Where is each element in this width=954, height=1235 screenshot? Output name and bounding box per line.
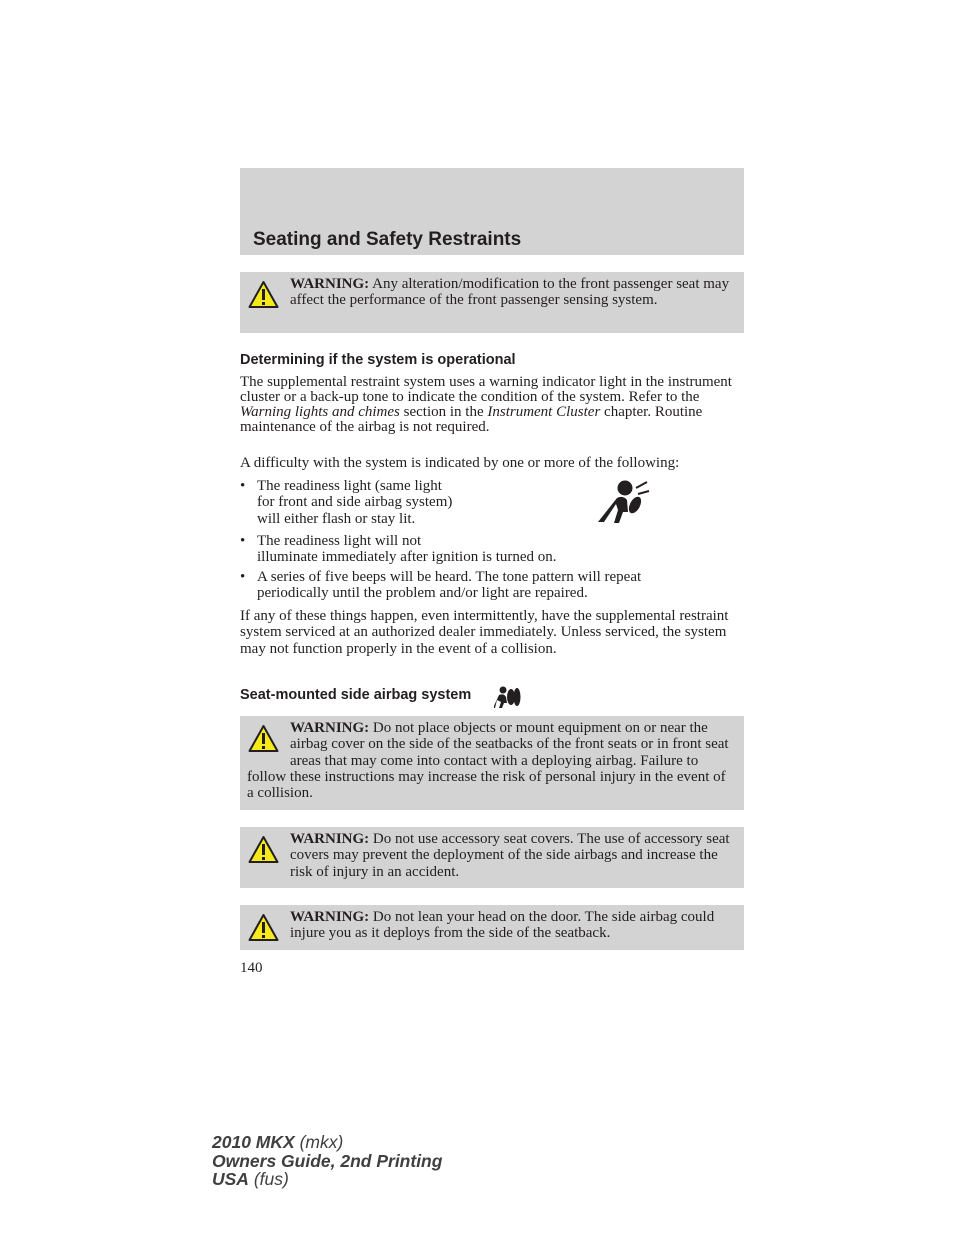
bullet-line: A series of five beeps will be heard. The tone pattern will repeat [257, 569, 642, 585]
bullet-line: The readiness light (same light [257, 478, 442, 494]
warning-box-airbag-cover [240, 716, 744, 810]
warning-label: WARNING: [290, 909, 370, 925]
footer-model-code: (mkx) [299, 1132, 344, 1152]
page-number: 140 [240, 960, 263, 976]
warning-box-passenger-seat [240, 272, 744, 333]
bullet-dot: • [240, 478, 246, 494]
bullet-line: periodically until the problem and/or light are repaired. [257, 585, 588, 602]
section-title: Seating and Safety Restraints [253, 229, 522, 250]
footer-guide: Owners Guide, 2nd Printing [212, 1150, 443, 1171]
footer-market-code: (fus) [253, 1169, 289, 1189]
footer-model: 2010 MKX [212, 1132, 295, 1152]
warning-text: Do not lean your head on the door. The side airbag could injure you as it deploys from the side of the seatback. [290, 909, 715, 942]
bullet-line: for front and side airbag system) [257, 494, 453, 511]
footer-line-model [212, 1133, 442, 1152]
bullet-line: will either flash or stay lit. [257, 510, 416, 527]
bullet-item [240, 533, 744, 566]
para-text: The supplemental restraint system uses a warning indicator light in the instrument cluster or a back-up tone to indicate the condition of the system. Refer to the [240, 374, 732, 405]
section-header-band [240, 168, 744, 255]
bullet-item [240, 478, 744, 527]
bullet-dot: • [240, 533, 246, 549]
warning-text: Do not use accessory seat covers. The use of accessory seat covers may prevent the deployment of the side airbags and increase the risk of injury in an accident. [290, 831, 730, 880]
warning-box-door [240, 905, 744, 950]
warning-triangle-icon [248, 280, 279, 309]
warning-label: WARNING: [290, 831, 370, 847]
bullet-line: illuminate immediately after ignition is turned on. [257, 549, 557, 566]
warning-triangle-icon [248, 913, 279, 942]
paragraph-service: If any of these things happen, even intermittently, have the supplemental restraint system serviced at an authorized dealer immediately. Unless serviced, the system may not function properly in the event of a collision. [240, 608, 729, 657]
bullet-line: The readiness light will not [257, 533, 422, 549]
reference-instrument-cluster: Instrument Cluster [487, 404, 601, 420]
paragraph-restraint-system [240, 375, 744, 435]
side-airbag-icon [494, 686, 521, 714]
warning-triangle-icon [248, 724, 279, 753]
document-footer [212, 1133, 442, 1189]
warning-box-seat-covers [240, 827, 744, 888]
bullet-dot: • [240, 569, 246, 585]
para-text: chapter. Routine maintenance of the airbag is not required. [240, 404, 703, 435]
warning-text: Do not place objects or mount equipment on or near the airbag cover on the side of the seatbacks of the front seats or in front seat areas that may come into contact with a deploying airbag. Failure to follow these instructions may increase the risk of personal injury in the event of a collision. [247, 720, 729, 802]
airbag-indicator-icon [595, 478, 651, 535]
warning-label: WARNING: [290, 276, 370, 292]
bullet-item [240, 569, 744, 602]
para-text: section in the [399, 404, 488, 420]
reference-warning-lights: Warning lights and chimes [240, 404, 400, 420]
heading-side-airbag: Seat-mounted side airbag system [240, 687, 472, 703]
paragraph-difficulty: A difficulty with the system is indicated by one or more of the following: [240, 455, 680, 471]
warning-label: WARNING: [290, 720, 370, 736]
warning-triangle-icon [248, 835, 279, 864]
footer-market: USA [212, 1169, 249, 1189]
heading-system-operational: Determining if the system is operational [240, 352, 516, 368]
warning-text: Any alteration/modification to the front passenger seat may affect the performance of the front passenger sensing system. [290, 276, 730, 309]
footer-line-market [212, 1170, 442, 1189]
